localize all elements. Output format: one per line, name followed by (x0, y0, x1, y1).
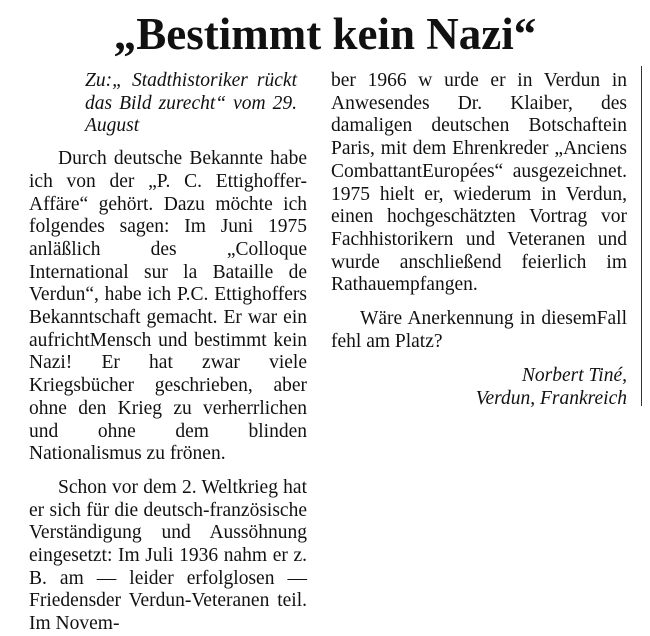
signature-place: Verdun, Frankreich (475, 388, 627, 410)
left-column (29, 70, 307, 636)
right-column (331, 70, 627, 411)
reference-line: Zu:„ Stadthistoriker rückt das Bild zurecht“ vom 29. August (85, 70, 297, 137)
signature-name: Norbert Tiné, (521, 365, 627, 387)
headline: „Bestimmt kein Nazi“ (113, 9, 537, 59)
paragraph: Schon vor dem 2. Weltkrieg hat er sich für die deutsch-französische Verständigung und Aussöhnung eingesetzt: Im Juli 1936 nahm er z. B. am — leider erfolglosen — Friedensder Verdun-Veteranen teil. Im Novem- (29, 476, 307, 635)
signature (331, 365, 627, 410)
column-rule (641, 66, 642, 406)
paragraph: ber 1966 w urde er in Verdun in Anwesendes Dr. Klaiber, des damaligen deutschen Botschaftein Paris, mit dem Ehrenkreder „Anciens CombattantEuropées“ ausgezeichnet. 1975 hielt er, wiederum in Verdun, einen hochgeschätzten Vortrag vor Fachhistorikern und Veteranen und wurde anschließend feierlich im Rathauempfangen. (331, 70, 627, 296)
paragraph: Durch deutsche Bekannte habe ich von der „P. C. Ettighoffer-Affäre“ gehört. Dazu möchte ich folgendes sagen: Im Juni 1975 anläßlich des „Colloque International sur la Bataille de Verdun“, habe ich P.C. Ettighoffers Bekanntschaft gemacht. Er war ein aufrichtMensch und bestimmt kein Nazi! Er hat zwar viele Kriegsbücher geschrieben, aber ohne den Krieg zu verherrlichen und ohne dem blinden Nationalismus zu frönen. (29, 148, 307, 465)
paragraph: Wäre Anerkennung in diesemFall fehl am Platz? (331, 308, 627, 352)
